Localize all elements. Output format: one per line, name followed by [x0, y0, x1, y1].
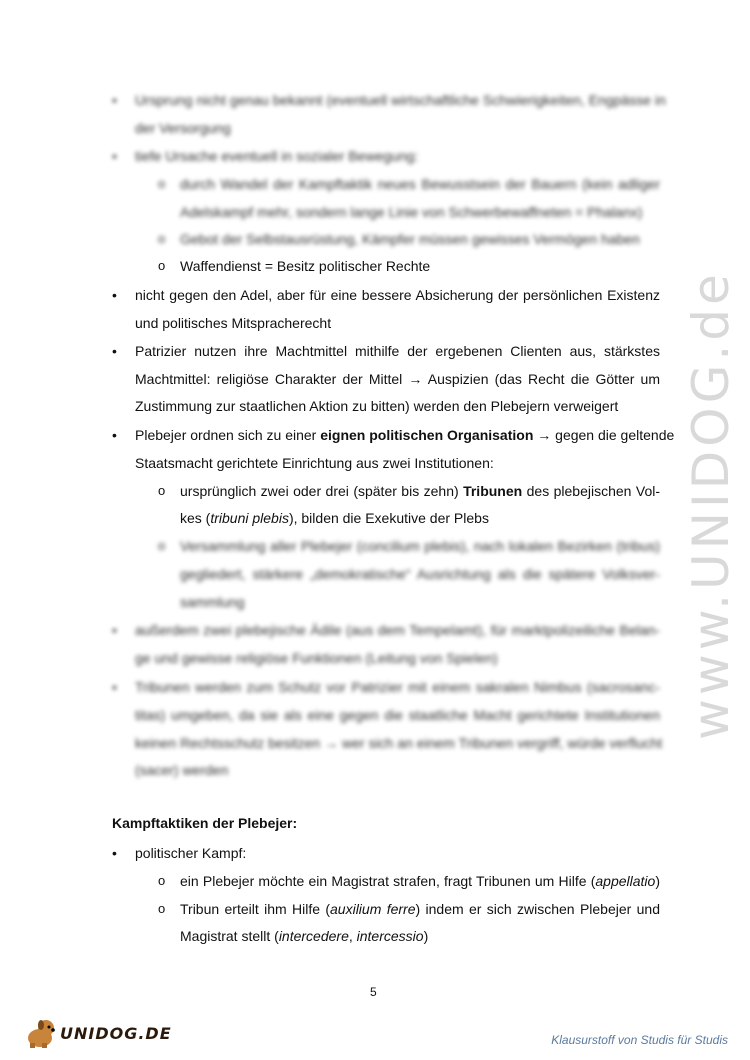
sub-bullet-glyph: o	[158, 483, 166, 498]
sub-bullet-glyph: o	[158, 258, 166, 273]
paragraph-line: Machtmittel: religiöse Charakter der Mittel → Auspizien (das Recht die Götter um	[135, 371, 660, 387]
blurred-text: durch Wandel der Kampftaktik neues Bewusstsein der Bauern (kein adliger	[180, 176, 660, 192]
paragraph-line: Patrizier nutzen ihre Machtmittel mithilfe der ergebenen Clienten aus, stärkstes	[135, 343, 660, 359]
blurred-text: (sacer) werden	[135, 762, 229, 778]
blurred-text: Gebot der Selbstausrüstung, Kämpfer müssen gewisses Vermögen haben	[180, 231, 640, 247]
blurred-text: Adelskampf mehr, sondern lange Linie von Schwerbewaffneten = Phalanx)	[180, 204, 643, 220]
paragraph-line: und politisches Mitspracherecht	[135, 315, 332, 331]
blurred-text: ge und gewisse religiöse Funktionen (Leitung von Spielen)	[135, 650, 498, 666]
paragraph-line: politischer Kampf:	[135, 845, 247, 861]
blurred-text: Tribunen werden zum Schutz vor Patrizier mit einem sakralen Nimbus (sacrosanc-	[135, 679, 660, 695]
paragraph-line: ein Plebejer möchte ein Magistrat strafen, fragt Tribunen um Hilfe (appellatio)	[180, 873, 660, 889]
blurred-text: der Versorgung	[135, 120, 231, 136]
blurred-text: keinen Rechtsschutz besitzen → wer sich an einem Tribunen vergriff, würde verflucht	[135, 735, 663, 751]
bullet-glyph: •	[112, 622, 117, 638]
page-number: 5	[370, 985, 377, 999]
blurred-text: Ursprung nicht genau bekannt (eventuell wirtschaftliche Schwierigkeiten, Engpässe in	[135, 92, 666, 108]
paragraph-line: kes (tribuni plebis), bilden die Exekutive der Plebs	[180, 510, 489, 526]
blurred-text: tiefe Ursache eventuell in sozialer Bewegung:	[135, 148, 419, 164]
blurred-text: gegliedert, stärkere „demokratische“ Ausrichtung als die spätere Volksver-	[180, 566, 660, 582]
bullet-glyph: •	[112, 287, 117, 303]
sub-bullet-glyph: o	[158, 873, 166, 888]
sub-bullet-glyph: o	[158, 176, 166, 191]
bullet-glyph: •	[112, 845, 117, 861]
paragraph-line: Plebejer ordnen sich zu einer eignen politischen Organisation → gegen die geltende	[135, 427, 675, 443]
blurred-text: außerdem zwei plebejische Ädile (aus dem Tempelamt), für marktpolizeiliche Belan-	[135, 622, 660, 638]
bullet-glyph: •	[112, 92, 117, 108]
bullet-glyph: •	[112, 343, 117, 359]
paragraph-line: Magistrat stellt (intercedere, intercessio)	[180, 928, 429, 944]
waffendienst-text: Waffendienst = Besitz politischer Rechte	[180, 258, 431, 274]
sub-bullet-glyph: o	[158, 231, 166, 246]
paragraph-line: ursprünglich zwei oder drei (später bis zehn) Tribunen des plebejischen Vol-	[180, 483, 660, 499]
bullet-glyph: •	[112, 427, 117, 443]
logo-text: UNIDOG.DE	[60, 1024, 172, 1043]
paragraph-line: Zustimmung zur staatlichen Aktion zu bitten) werden den Plebejern verweigert	[135, 398, 619, 414]
footer-slogan: Klausurstoff von Studis für Studis	[551, 1033, 728, 1047]
blurred-text: sammlung	[180, 594, 245, 610]
blurred-text: Versammlung aller Plebejer (concilium plebis), nach lokalen Bezirken (tribus)	[180, 538, 660, 554]
blurred-text: titas) umgeben, da sie als eine gegen die staatliche Macht gerichtete Institutionen	[135, 707, 660, 723]
paragraph-line: Tribun erteilt ihm Hilfe (auxilium ferre) indem er sich zwischen Plebejer und	[180, 901, 661, 917]
bullet-glyph: •	[112, 679, 117, 695]
sub-bullet-glyph: o	[158, 538, 166, 553]
paragraph-line: Staatsmacht gerichtete Einrichtung aus zwei Institutionen:	[135, 455, 494, 471]
bullet-glyph: •	[112, 148, 117, 164]
section-heading: Kampftaktiken der Plebejer:	[112, 815, 298, 831]
sub-bullet-glyph: o	[158, 901, 166, 916]
watermark: www.UNIDOG.de	[682, 270, 740, 740]
paragraph-line: nicht gegen den Adel, aber für eine bessere Absicherung der persönlichen Existenz	[135, 287, 660, 303]
